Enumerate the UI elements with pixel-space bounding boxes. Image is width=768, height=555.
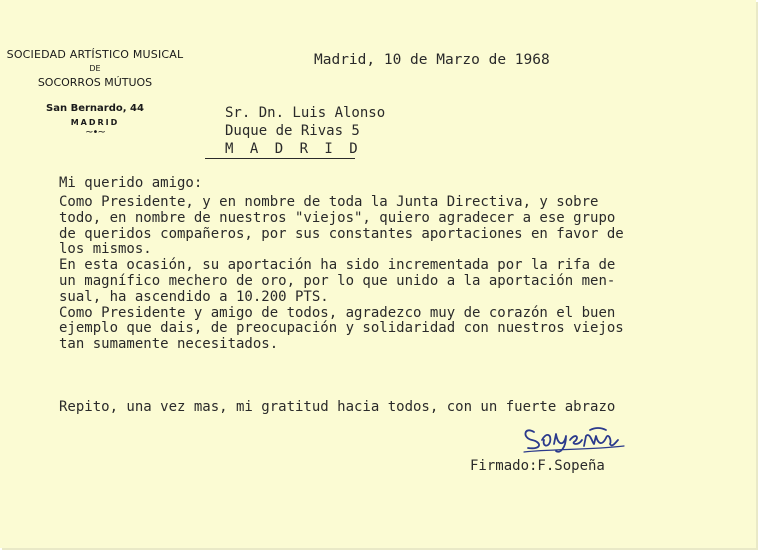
- recipient-name: Sr. Dn. Luis Alonso: [225, 105, 386, 121]
- recipient-city-underline: [205, 158, 355, 159]
- society-name-connector: DE: [89, 64, 101, 73]
- body-line: ejemplo que dais, de preocupación y solidaridad con nuestros viejos: [59, 320, 624, 337]
- salutation: Mi querido amigo:: [59, 175, 203, 191]
- body-line: Como Presidente, y en nombre de toda la Junta Directiva, y sobre: [59, 194, 599, 210]
- recipient-city: M A D R I D: [225, 141, 362, 157]
- recipient-street: Duque de Rivas 5: [225, 123, 360, 139]
- body-line: Como Presidente y amigo de todos, agradezco muy de corazón el buen: [59, 304, 616, 321]
- body-line: los mismos.: [59, 241, 152, 258]
- letterhead-ornament-icon: ~•~: [85, 127, 105, 138]
- recipient-block: [225, 104, 385, 158]
- letter-date: Madrid, 10 de Marzo de 1968: [314, 52, 550, 68]
- body-line: sual, ha ascendido a 10.200 PTS.: [59, 288, 329, 305]
- society-name: SOCIEDAD ARTÍSTICO MUSICAL: [6, 48, 184, 61]
- signed-by-line: Firmado:F.Sopeña: [470, 458, 605, 474]
- society-name-secondary: SOCORROS MÚTUOS: [37, 76, 153, 89]
- closing-line: Repito, una vez mas, mi gratitud hacia todos, con un fuerte abrazo: [59, 399, 616, 415]
- body-line: todo, en nombre de nuestros "viejos", quiero agradecer a ese grupo: [59, 209, 616, 226]
- body-line: En esta ocasión, su aportación ha sido incrementada por la rifa de: [59, 257, 616, 274]
- body-line: un magnífico mechero de oro, por lo que unido a la aportación men-: [59, 272, 616, 289]
- letter-body: [59, 195, 624, 353]
- society-address: San Bernardo, 44: [46, 103, 144, 114]
- body-line: de queridos compañeros, por sus constantes aportaciones en favor de: [59, 225, 624, 242]
- handwritten-signature: [520, 418, 630, 454]
- letterhead: [0, 48, 190, 138]
- body-line: tan sumamente necesitados.: [59, 336, 279, 353]
- society-city: MADRID: [70, 118, 120, 127]
